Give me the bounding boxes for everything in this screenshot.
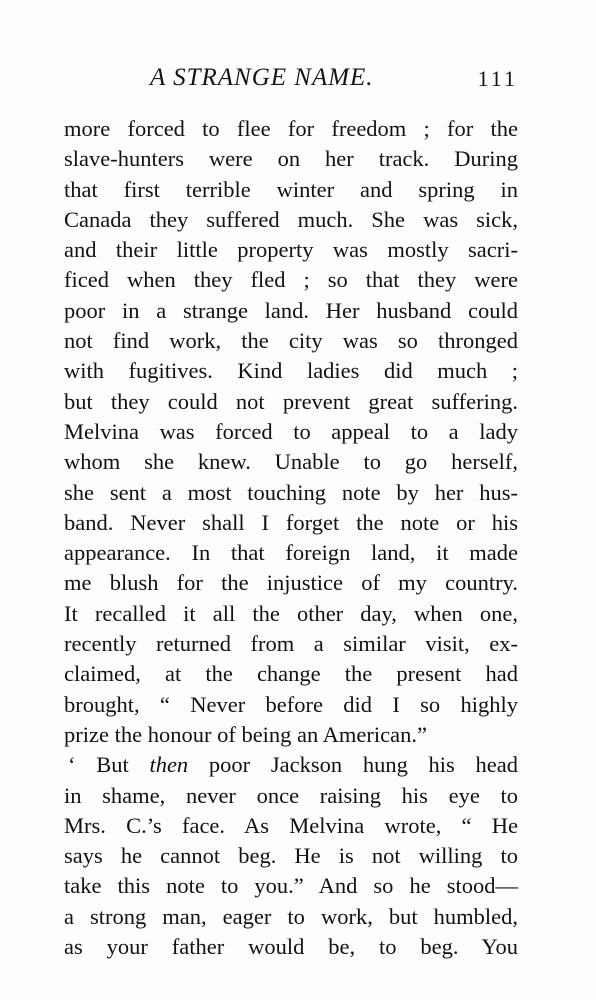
- text-line: she sent a most touching note by her hus-: [64, 479, 518, 505]
- text-line: not find work, the city was so thronged: [64, 328, 518, 354]
- text-line: poor in a strange land. Her husband could: [64, 297, 518, 323]
- text-line: brought, “ Never before did I so highly: [64, 691, 518, 717]
- text-line: that first terrible winter and spring in: [64, 176, 518, 202]
- text-line: ficed when they fled ; so that they were: [64, 267, 518, 293]
- text-line: me blush for the injustice of my country.: [64, 570, 518, 596]
- page-header: [64, 64, 518, 96]
- text-line: band. Never shall I forget the note or his: [64, 509, 518, 535]
- text-segment: ‘ But: [68, 752, 150, 778]
- text-line: more forced to flee for freedom ; for the: [64, 116, 518, 141]
- text-line: take this note to you.” And so he stood—: [64, 873, 518, 899]
- text-line: slave-hunters were on her track. During: [64, 146, 518, 172]
- text-line: but they could not prevent great suffering.: [64, 388, 518, 414]
- text-line: It recalled it all the other day, when one,: [64, 600, 518, 626]
- text-line: says he cannot beg. He is not willing to: [64, 843, 518, 869]
- emphasis-word: then: [149, 752, 189, 778]
- text-line: claimed, at the change the present had: [64, 661, 518, 687]
- text-segment: poor Jackson hung his head: [188, 752, 518, 778]
- body-text: [64, 114, 518, 962]
- text-line: Mrs. C.’s face. As Melvina wrote, “ He: [64, 812, 518, 838]
- page-number: 111: [477, 66, 518, 91]
- text-line: Canada they suffered much. She was sick,: [64, 206, 518, 232]
- text-line: as your father would be, to beg. You: [64, 934, 518, 960]
- text-line: with fugitives. Kind ladies did much ;: [64, 358, 518, 384]
- text-line: whom she knew. Unable to go herself,: [64, 449, 518, 475]
- text-line: a strong man, eager to work, but humbled,: [64, 903, 518, 929]
- text-line: prize the honour of being an American.”: [64, 721, 427, 747]
- text-line: recently returned from a similar visit, ex-: [64, 631, 518, 657]
- text-line: Melvina was forced to appeal to a lady: [64, 418, 518, 444]
- running-title: A STRANGE NAME.: [150, 64, 374, 91]
- text-line: appearance. In that foreign land, it made: [64, 540, 518, 566]
- paragraph-start-line: [64, 750, 518, 780]
- text-line: and their little property was mostly sacri-: [64, 237, 518, 263]
- text-line: in shame, never once raising his eye to: [64, 782, 518, 808]
